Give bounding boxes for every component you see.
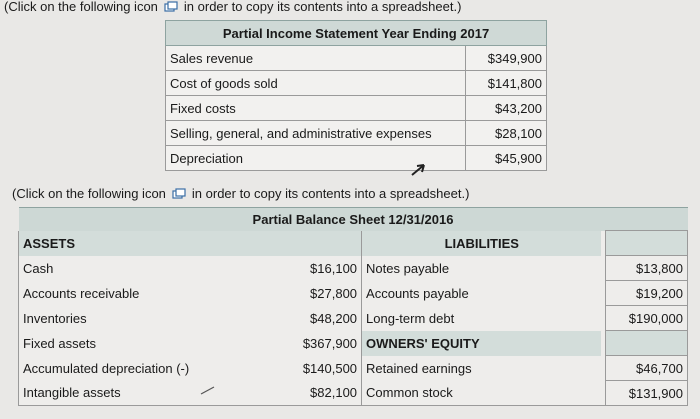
liability-label: Long-term debt [362, 306, 602, 331]
table-row [19, 281, 688, 306]
income-value: $43,200 [466, 96, 547, 121]
income-value: $141,800 [466, 71, 547, 96]
income-value: $28,100 [466, 121, 547, 146]
table-row [166, 46, 547, 71]
table-row [166, 71, 547, 96]
asset-value: $82,100 [256, 381, 361, 406]
copy-instruction-top [4, 0, 461, 14]
income-statement-table [165, 20, 547, 171]
owners-equity-header: OWNERS' EQUITY [362, 331, 602, 356]
table-row [166, 121, 547, 146]
asset-value: $140,500 [256, 356, 361, 381]
table-row [19, 381, 688, 406]
income-label: Fixed costs [166, 96, 466, 121]
table-row [19, 331, 688, 356]
liability-label: Accounts payable [362, 281, 602, 306]
liability-value [606, 331, 688, 356]
liability-value: $131,900 [606, 381, 688, 406]
copy-instruction-middle [12, 186, 469, 201]
instruction-text-before: (Click on the following icon [12, 186, 166, 201]
asset-value: $367,900 [256, 331, 361, 356]
asset-label: Accumulated depreciation (-) [19, 356, 257, 381]
table-row [166, 146, 547, 171]
liability-label: Common stock [362, 381, 602, 406]
income-label: Depreciation [166, 146, 466, 171]
copy-icon[interactable] [164, 1, 178, 13]
asset-value: $48,200 [256, 306, 361, 331]
income-value: $349,900 [466, 46, 547, 71]
liabilities-header: LIABILITIES [362, 231, 602, 256]
instruction-text-after: in order to copy its contents into a spreadsheet.) [183, 0, 462, 14]
asset-value: $16,100 [256, 256, 361, 281]
asset-label: Intangible assets [19, 381, 257, 406]
liability-label: Notes payable [362, 256, 602, 281]
table-row [166, 96, 547, 121]
liability-value: $13,800 [606, 256, 688, 281]
liability-value: $19,200 [606, 281, 688, 306]
income-value: $45,900 [466, 146, 547, 171]
table-row [19, 306, 688, 331]
balance-sheet-table [18, 207, 688, 406]
pen-mark-icon [200, 382, 216, 400]
copy-icon[interactable] [172, 188, 186, 200]
instruction-text-after: in order to copy its contents into a spreadsheet.) [191, 186, 470, 201]
asset-label: Fixed assets [19, 331, 257, 356]
liability-value: $190,000 [606, 306, 688, 331]
mouse-cursor-icon [410, 163, 426, 182]
income-label: Selling, general, and administrative expenses [166, 121, 466, 146]
income-statement-title: Partial Income Statement Year Ending 2017 [166, 21, 547, 46]
assets-header: ASSETS [19, 231, 257, 256]
income-label: Sales revenue [166, 46, 466, 71]
balance-sheet-title: Partial Balance Sheet 12/31/2016 [19, 208, 688, 231]
table-row [19, 256, 688, 281]
liability-value: $46,700 [606, 356, 688, 381]
asset-label: Accounts receivable [19, 281, 257, 306]
instruction-text-before: (Click on the following icon [4, 0, 158, 14]
asset-label: Inventories [19, 306, 257, 331]
income-label: Cost of goods sold [166, 71, 466, 96]
asset-label: Cash [19, 256, 257, 281]
liability-label: Retained earnings [362, 356, 602, 381]
table-row [19, 356, 688, 381]
asset-value: $27,800 [256, 281, 361, 306]
